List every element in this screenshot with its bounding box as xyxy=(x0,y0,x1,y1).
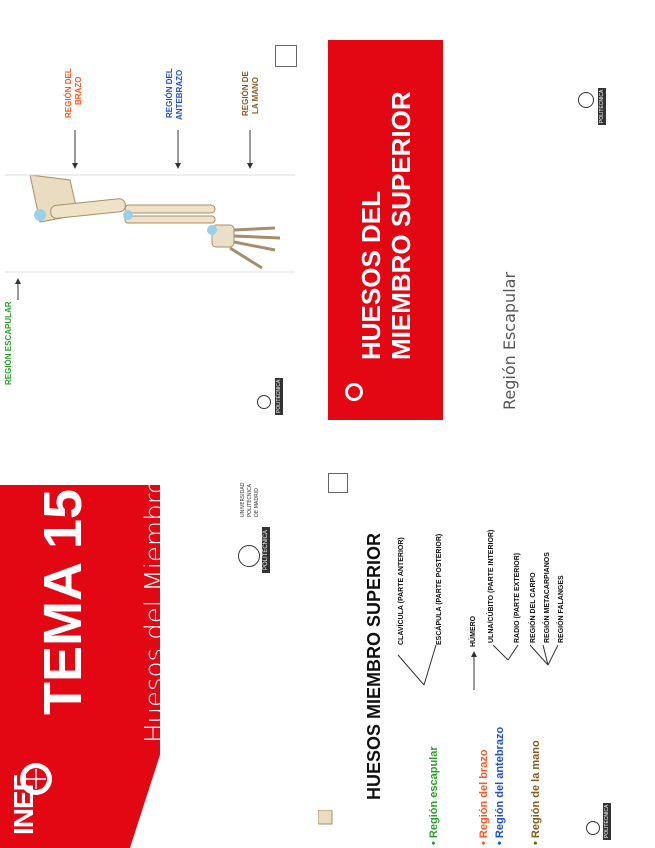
region-brazo: • Región del brazo xyxy=(478,749,490,845)
upm-seal-icon xyxy=(578,92,594,108)
label-region-mano-1: REGIÓN DE xyxy=(241,71,250,116)
label-region-brazo-2: BRAZO xyxy=(74,76,83,105)
label-region-mano-2: LA MANO xyxy=(251,76,260,114)
bone-escapula: ESCÁPULA (PARTE POSTERIOR) xyxy=(436,533,443,645)
slide1-title: TEMA 15 xyxy=(33,488,93,715)
inef-mini-logo xyxy=(328,473,348,493)
university-line2: POLITÉCNICA xyxy=(247,483,253,517)
slide1-subtitle-line1: Huesos del Miembro xyxy=(140,478,170,743)
politecnica-badge: POLITÉCNICA xyxy=(262,527,270,573)
region-antebrazo: • Región del antebrazo xyxy=(494,726,506,845)
region-mano-label: Región de la mano xyxy=(530,740,542,839)
inef-logo xyxy=(336,372,366,412)
inef-mini-logo xyxy=(275,45,297,67)
region-escapular-label: Región escapular xyxy=(428,746,440,839)
politecnica-badge: POLITÉCNICA xyxy=(276,379,282,413)
slide-arm-regions xyxy=(0,0,305,420)
region-antebrazo-label: Región del antebrazo xyxy=(494,726,506,839)
bone-metacarpianos: REGIÓN METACARPIANOS xyxy=(544,552,551,643)
slide-title-cover xyxy=(0,425,305,848)
politecnica-badge: POLITÉCNICA xyxy=(604,804,610,838)
label-region-brazo-1: REGIÓN DEL xyxy=(64,68,73,118)
region-brazo-label: Región del brazo xyxy=(478,749,490,839)
university-line3: DE MADRID xyxy=(254,488,260,517)
bone-falanges: REGIÓN FALANGES xyxy=(558,575,565,643)
slide-section-title xyxy=(328,0,655,420)
upm-seal-icon xyxy=(586,821,600,835)
bone-radio: RADIO (PARTE EXTERIOR) xyxy=(514,552,521,643)
region-mano: • Región de la mano xyxy=(530,740,542,845)
bone-humero: HÚMERO xyxy=(470,615,477,647)
inef-logo-text: INEF xyxy=(8,775,39,835)
slide-bone-hierarchy xyxy=(318,455,655,848)
university-line1: UNIVERSIDAD xyxy=(240,482,246,517)
slide4-title-line2: MIEMBRO SUPERIOR xyxy=(386,91,416,360)
upm-seal-icon xyxy=(238,545,260,567)
region-escapular: • Región escapular xyxy=(428,746,440,845)
bone-clavicula: CLAVÍCULA (PARTE ANTERIOR) xyxy=(398,537,405,645)
connector-arrows xyxy=(318,455,655,848)
bone-carpo: REGIÓN DEL CARPO xyxy=(530,572,537,643)
politecnica-badge: POLITÉCNICA xyxy=(599,89,605,123)
slide4-title-line1: HUESOS DEL xyxy=(356,190,386,360)
inef-logo xyxy=(6,755,56,840)
slide4-subtitle: Región Escapular xyxy=(500,271,519,410)
label-region-antebrazo-1: REGIÓN DEL xyxy=(165,68,174,118)
upm-seal-icon xyxy=(257,395,271,409)
arm-skeleton-illustration xyxy=(0,0,305,420)
slide3-heading: HUESOS MIEMBRO SUPERIOR xyxy=(364,532,384,800)
label-region-escapular: REGIÓN ESCAPULAR xyxy=(4,301,13,385)
bone-ulna: ULNA/CÚBITO (PARTE INTERIOR) xyxy=(488,529,495,643)
label-region-antebrazo-2: ANTEBRAZO xyxy=(175,69,184,120)
slide1-subtitle-line2: SUPerior xyxy=(172,632,202,743)
